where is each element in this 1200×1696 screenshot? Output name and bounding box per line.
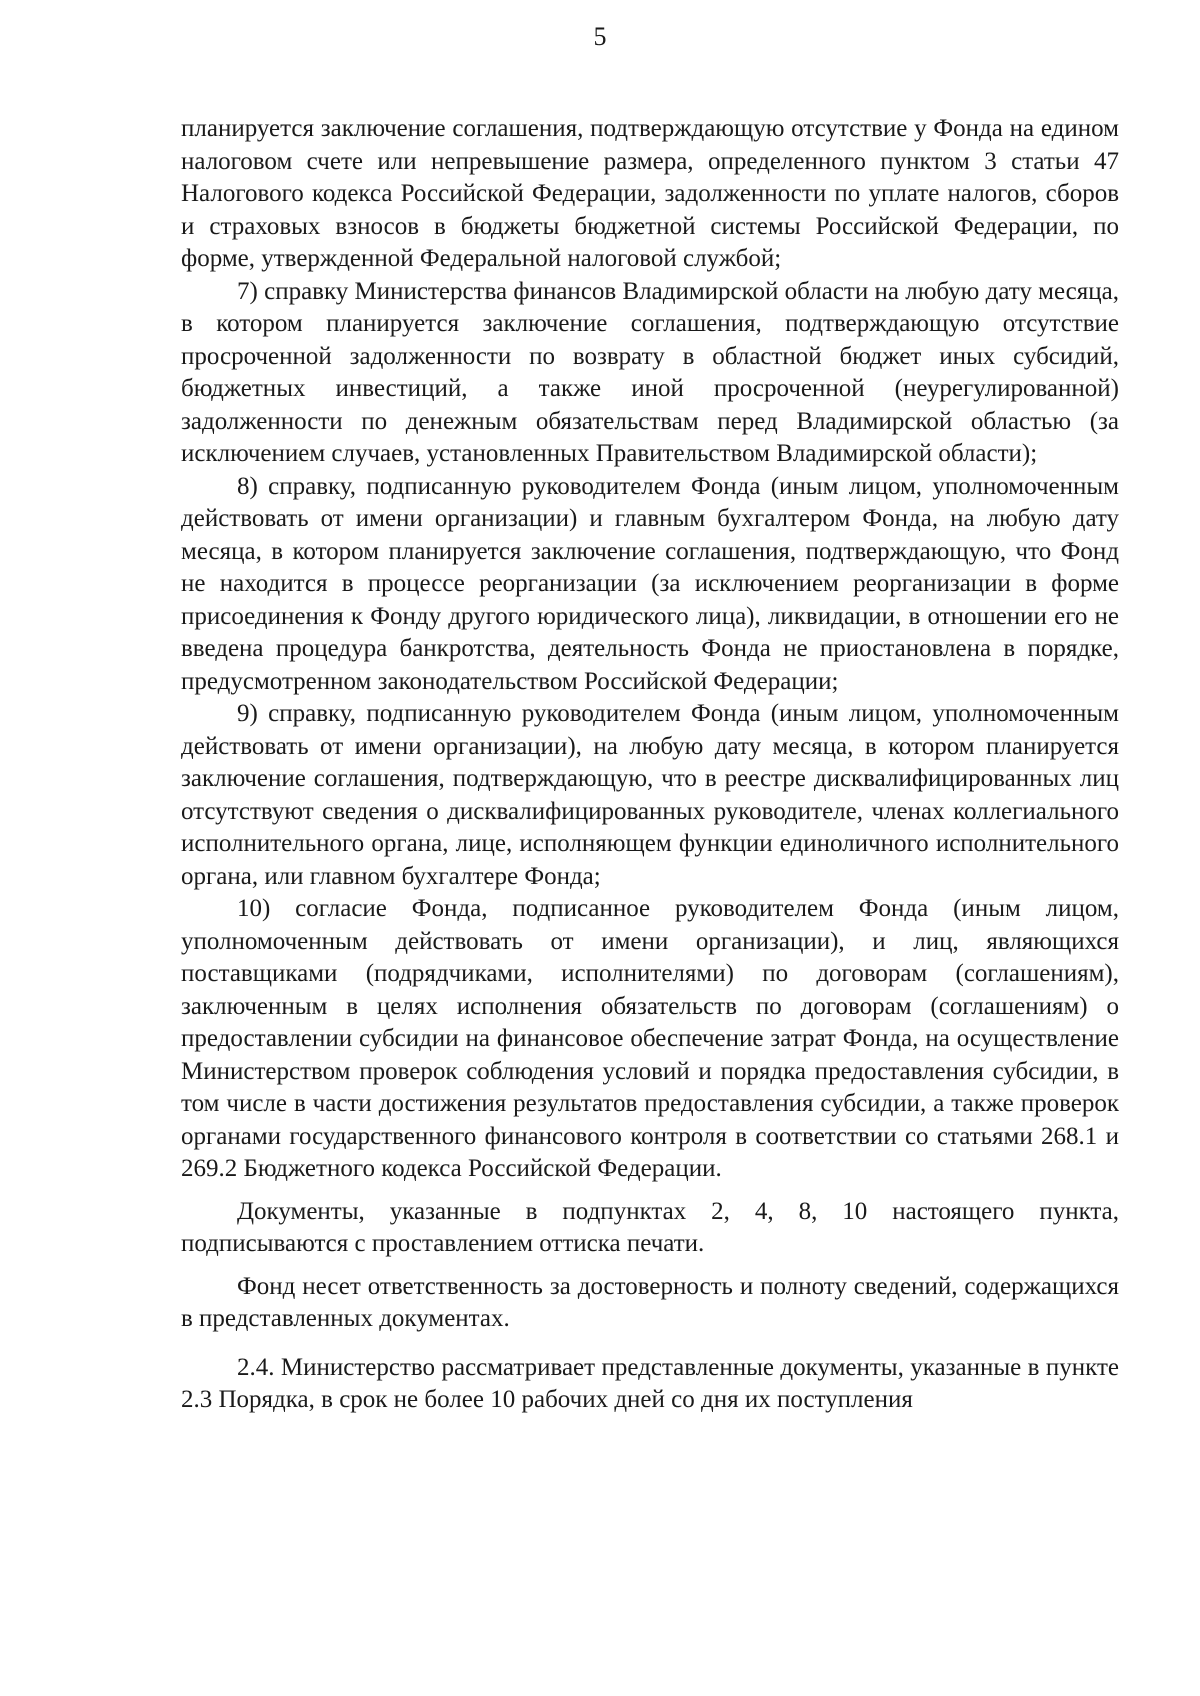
paragraph-responsibility: Фонд несет ответственность за достоверность и полноту сведений, содержащихся в представленных документах. xyxy=(181,1272,1119,1332)
paragraph-item-9: 9) справку, подписанную руководителем Фонда (иным лицом, уполномоченным действовать от имени организации), на любую дату месяца, в котором планируется заключение соглашения, подтверждающую, что в реестре дисквалифицированных лиц отсутствуют сведения о дисквалифицированных руководителе, членах коллегиального исполнительного органа, лице, исполняющем функции единоличного исполнительного органа, или главном бухгалтере Фонда; xyxy=(181,700,1119,890)
paragraph-item-8: 8) справку, подписанную руководителем Фонда (иным лицом, уполномоченным действовать от имени организации) и главным бухгалтером Фонда, на любую дату месяца, в котором планируется заключение соглашения, подтверждающую, что Фонд не находится в процессе реорганизации (за исключением реорганизации в форме присоединения к Фонду другого юридического лица), ликвидации, в отношении его не введена процедура банкротства, деятельность Фонда не приостановлена в порядке, предусмотренном законодательством Российской Федерации; xyxy=(181,472,1119,695)
paragraph-clause-2-4: 2.4. Министерство рассматривает представленные документы, указанные в пункте 2.3 Порядка, в срок не более 10 рабочих дней со дня их поступления xyxy=(181,1353,1119,1413)
paragraph-item-10: 10) согласие Фонда, подписанное руководителем Фонда (иным лицом, уполномоченным действовать от имени организации), и лиц, являющихся поставщиками (подрядчиками, исполнителями) по договорам (соглашениям), заключенным в целях исполнения обязательств по договорам (соглашениям) о предоставлении субсидии на финансовое обеспечение затрат Фонда, на осуществление Министерством проверок соблюдения условий и порядка предоставления субсидии, в том числе в части достижения результатов предоставления субсидии, а также проверок органами государственного финансового контроля в соответствии со статьями 268.1 и 269.2 Бюджетного кодекса Российской Федерации. xyxy=(181,895,1119,1182)
paragraph-continuation: планируется заключение соглашения, подтверждающую отсутствие у Фонда на едином налоговом счете или непревышение размера, определенного пунктом 3 статьи 47 Налогового кодекса Российской Федерации, задолженности по уплате налогов, сборов и страховых взносов в бюджеты бюджетной системы Российской Федерации, по форме, утвержденной Федеральной налоговой службой; xyxy=(181,115,1119,272)
page-number: 5 xyxy=(593,22,607,51)
paragraph-documents-seal: Документы, указанные в подпунктах 2, 4, 8, 10 настоящего пункта, подписываются с проставлением оттиска печати. xyxy=(181,1197,1119,1257)
paragraph-item-7: 7) справку Министерства финансов Владимирской области на любую дату месяца, в котором планируется заключение соглашения, подтверждающую отсутствие просроченной задолженности по возврату в областной бюджет иных субсидий, бюджетных инвестиций, а также иной просроченной (неурегулированной) задолженности по денежным обязательствам перед Владимирской областью (за исключением случаев, установленных Правительством Владимирской области); xyxy=(181,277,1119,467)
document-body xyxy=(181,113,1119,1417)
